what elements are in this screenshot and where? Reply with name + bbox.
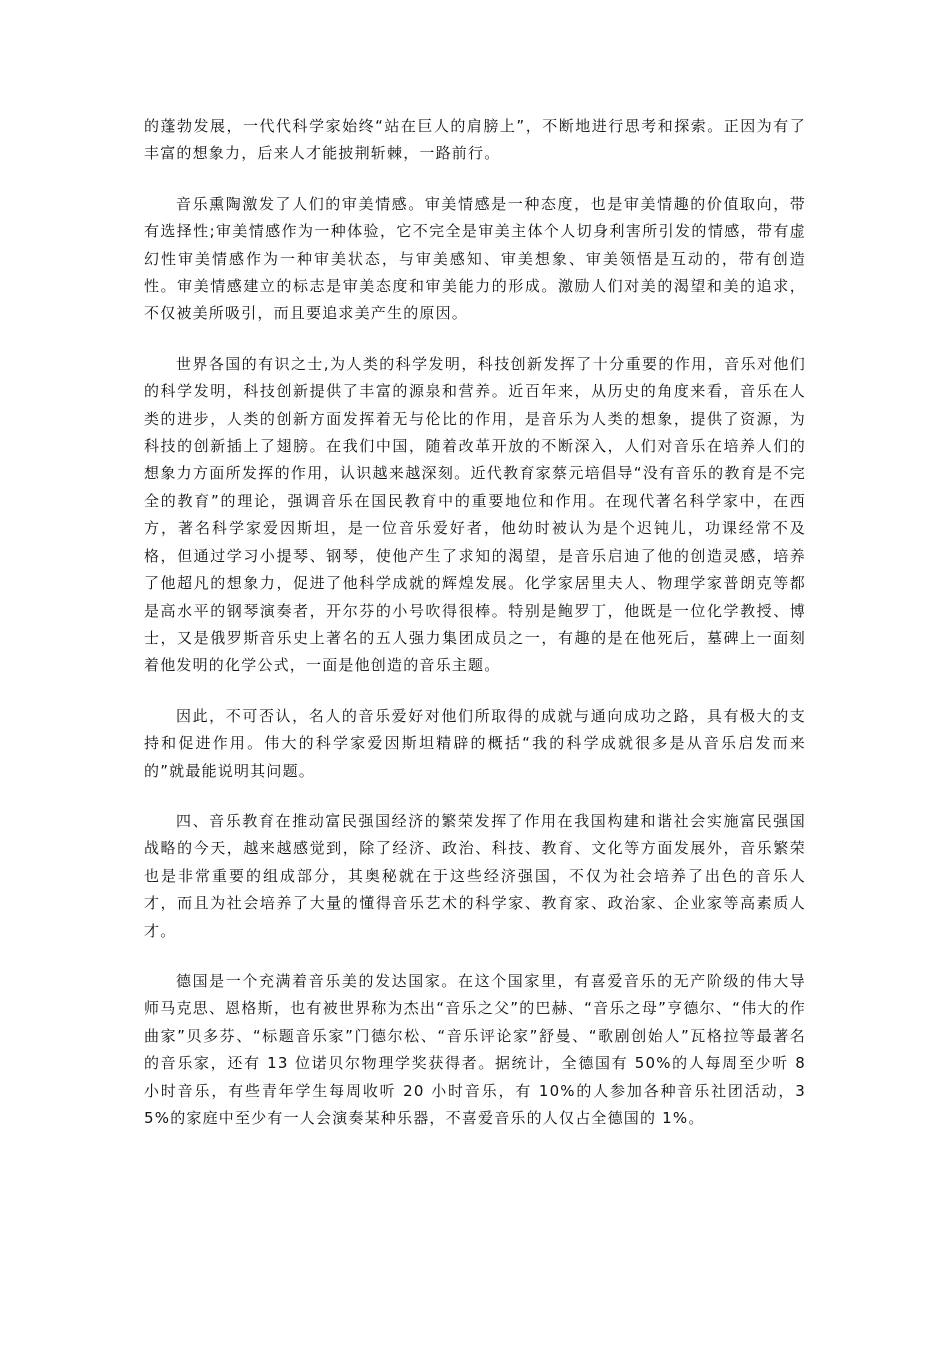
paragraph-conclusion-einstein: 因此，不可否认，名人的音乐爱好对他们所取得的成就与通向成功之路，具有极大的支持和促进作用。伟大的科学家爱因斯坦精辟的概括“我的科学成就很多是从音乐启发而来的”就最能说明其问题。	[144, 706, 806, 780]
document-body	[144, 113, 806, 1155]
paragraph-science-and-music: 世界各国的有识之士,为人类的科学发明，科技创新发挥了十分重要的作用，音乐对他们的科学发明，科技创新提供了丰富的源泉和营养。近百年来，从历史的角度来看，音乐在人类的进步，人类的创新方面发挥着无与伦比的作用，是音乐为人类的想象，提供了资源，为科技的创新插上了翅膀。在我们中国，随着改革开放的不断深入，人们对音乐在培养人们的想象力方面所发挥的作用，认识越来越深刻。近代教育家蔡元培倡导“没有音乐的教育是不完全的教育”的理论，强调音乐在国民教育中的重要地位和作用。在现代著名科学家中，在西方，著名科学家爱因斯坦，是一位音乐爱好者，他幼时被认为是个迟钝儿，功课经常不及格，但通过学习小提琴、钢琴，使他产生了求知的渴望，是音乐启迪了他的创造灵感，培养了他超凡的想象力，促进了他科学成就的辉煌发展。化学家居里夫人、物理学家普朗克等都是高水平的钢琴演奏者，开尔芬的小号吹得很棒。特别是鲍罗丁，他既是一位化学教授、博士，又是俄罗斯音乐史上著名的五人强力集团成员之一，有趣的是在他死后，墓碑上一面刻着他发明的化学公式，一面是他创造的音乐主题。	[144, 354, 806, 675]
paragraph-aesthetic-emotion: 音乐熏陶激发了人们的审美情感。审美情感是一种态度，也是审美情趣的价值取向，带有选择性;审美情感作为一种体验，它不完全是审美主体个人切身利害所引发的情感，带有虚幻性审美情感作为一种审美状态，与审美感知、审美想象、审美领悟是互动的，带有创造性。审美情感建立的标志是审美态度和审美能力的形成。激励人们对美的渴望和美的追求，不仅被美所吸引，而且要追求美产生的原因。	[144, 194, 806, 323]
paragraph-continuation: 的蓬勃发展，一代代科学家始终“站在巨人的肩膀上”，不断地进行思考和探索。正因为有了丰富的想象力，后来人才能披荆斩棘，一路前行。	[144, 117, 806, 163]
paragraph-section-four: 四、音乐教育在推动富民强国经济的繁荣发挥了作用在我国构建和谐社会实施富民强国战略的今天，越来越感觉到，除了经济、政治、科技、教育、文化等方面发展外，音乐繁荣也是非常重要的组成部分，其奥秘就在于这些经济强国，不仅为社会培养了出色的音乐人才，而且为社会培养了大量的懂得音乐艺术的科学家、教育家、政治家、企业家等高素质人才。	[144, 811, 806, 940]
paragraph-germany: 德国是一个充满着音乐美的发达国家。在这个国家里，有喜爱音乐的无产阶级的伟大导师马克思、恩格斯，也有被世界称为杰出“音乐之父”的巴赫、“音乐之母”亨德尔、“伟大的作曲家”贝多芬、“标题音乐家”门德尔松、“音乐评论家”舒曼、“歌剧创始人”瓦格拉等最著名的音乐家，还有 13 位诺贝尔物理学奖获得者。据统计，全德国有 50%的人每周至少听 8 小时音乐，有些青年学生每周收听 20 小时音乐，有 10%的人参加各种音乐社团活动，35%的家庭中至少有一人会演奏某种乐器，不喜爱音乐的人仅占全德国的 1%。	[144, 971, 806, 1127]
